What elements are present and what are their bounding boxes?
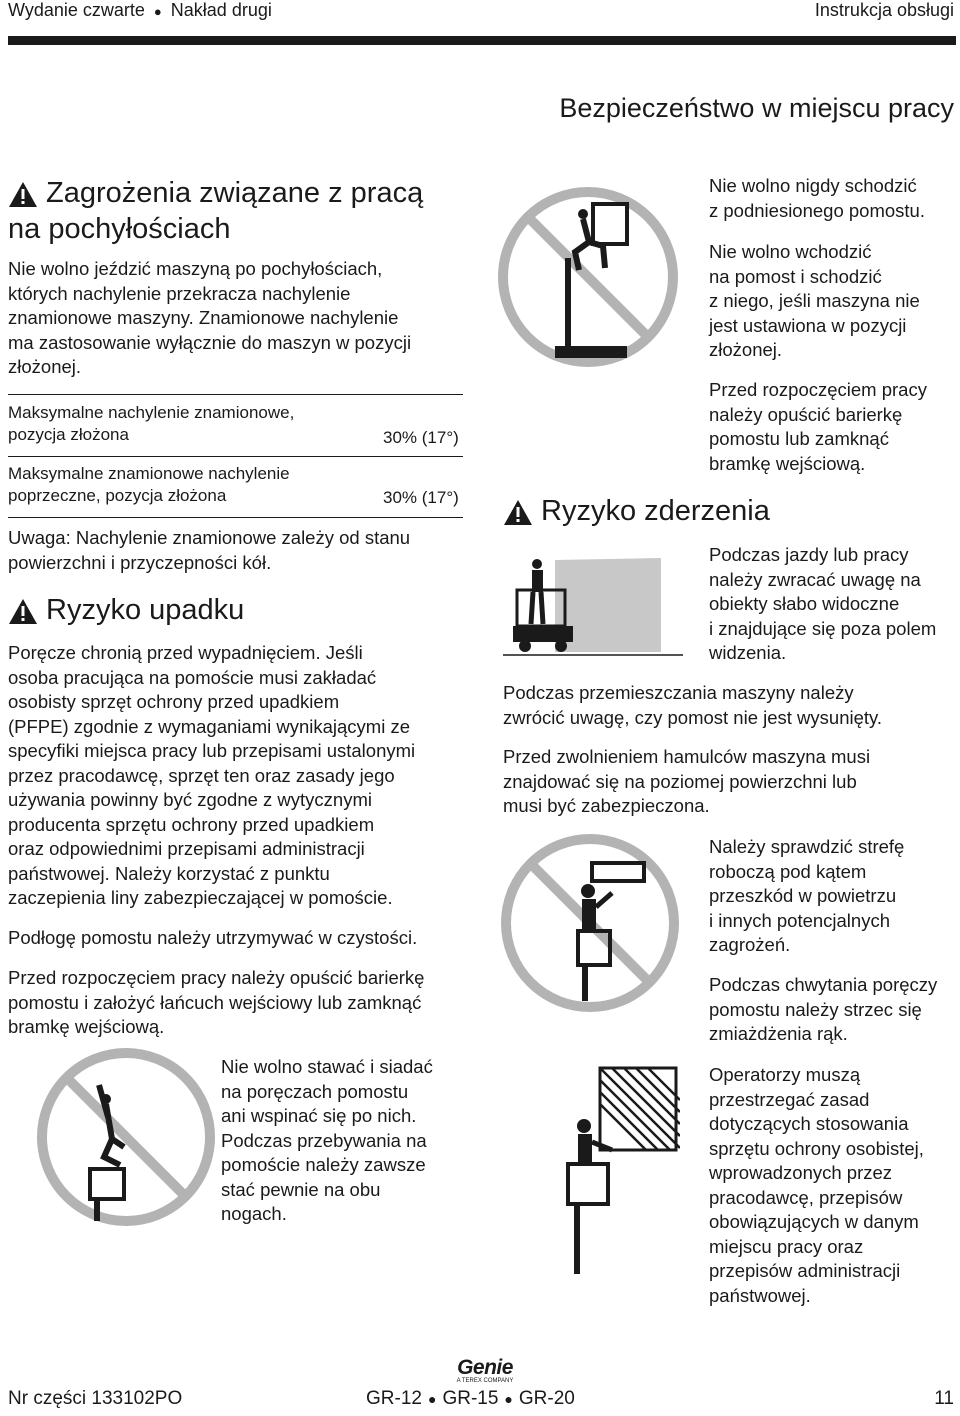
section-title: Bezpieczeństwo w miejscu pracy	[559, 93, 954, 123]
fall-paragraph: Poręcze chronią przed wypadnięciem. Jeśli osoba pracująca na pomoście musi zakładać osobisty sprzęt ochrony przed upadkiem (PFPE) zgodnie z wymaganiami wynikającymi ze specyfiki miejsca pracy lub przepisami ustalonymi przez pracodawcę, sprzęt ten oraz zasady jego używania powinny być zgodne z wytycznymi producenta sprzętu ochrony przed upadkiem oraz odpowiednimi przepisami administracji państwowej. Należy korzystać z punktu zaczepienia liny zabezpieczającej w pomoście.	[8, 642, 416, 908]
warning-icon	[503, 499, 533, 526]
collision-title: Ryzyko zderzenia	[503, 493, 770, 529]
collision-p6: Operatorzy muszą przestrzegać zasad dotyczących stosowania sprzętu ochrony osobistej, wprowadzonych przez pracodawcę, przepisów obowiązujących w danym miejscu pracy oraz przepisów administracji państwowej.	[709, 1064, 924, 1306]
header-rule	[8, 36, 956, 45]
no-leaving-raised-platform-illustration	[497, 186, 679, 368]
gate-paragraph: Przed rozpoczęciem pracy należy opuścić barierkę pomostu i założyć łańcuch wejściowy lub zamknąć bramkę wejściową.	[8, 967, 425, 1037]
warning-icon	[8, 181, 38, 208]
model-list: GR-12 ● GR-15 ● GR-20	[366, 1388, 575, 1409]
genie-logo: Genie A TEREX COMPANY	[456, 1356, 514, 1384]
manual-type: Instrukcja obsługi	[814, 0, 954, 20]
slope-title: Zagrożenia związane z pracą na pochyłościach	[8, 177, 424, 245]
collision-p1: Podczas jazdy lub pracy należy zwracać uwagę na obiekty słabo widoczne i znajdujące się poza polem widzenia.	[709, 544, 937, 663]
spec-rule	[8, 517, 463, 518]
part-number: Nr części 133102PO	[8, 1388, 183, 1409]
print-run: Nakład drugi	[170, 0, 272, 20]
rails-caption: Nie wolno stawać i siadać na poręczach pomostu ani wspinać się po nich. Podczas przebywania na pomoście należy zawsze stać pewnie na obu nogach.	[221, 1056, 433, 1224]
spec1-value: 30% (17°)	[383, 428, 459, 447]
bullet-icon: ●	[427, 1391, 437, 1407]
hand-crush-hazard-illustration	[500, 1060, 680, 1290]
bullet-icon: ●	[504, 1391, 513, 1407]
no-standing-on-rails-illustration	[36, 1047, 216, 1227]
spec2-label: Maksymalne znamionowe nachylenie poprzeczne, pozycja złożona	[8, 464, 290, 505]
header-left	[8, 0, 272, 21]
edition: Wydanie czwarte	[8, 0, 145, 20]
spec-rule	[8, 394, 463, 395]
collision-obstacle-illustration	[503, 552, 683, 658]
slope-section	[8, 175, 478, 247]
spec1-label: Maksymalne nachylenie znamionowe, pozycja złożona	[8, 403, 295, 444]
spec-rule	[8, 456, 463, 457]
slope-paragraph: Nie wolno jeździć maszyną po pochyłościach, których nachylenie przekracza nachylenie znamionowe maszyny. Znamionowe nachylenie ma zastosowanie wyłącznie do maszyn w pozycji złożonej.	[8, 258, 412, 377]
no-overhead-obstruction-illustration	[500, 833, 680, 1013]
right-p2: Nie wolno wchodzić na pomost i schodzić z niego, jeśli maszyna nie jest ustawiona w pozycji złożonej.	[709, 241, 920, 360]
bullet-icon: ●	[153, 4, 162, 19]
slope-note: Uwaga: Nachylenie znamionowe zależy od stanu powierzchni i przyczepności kół.	[8, 527, 411, 573]
right-p1: Nie wolno nigdy schodzić z podniesionego pomostu.	[709, 175, 925, 221]
collision-p5: Podczas chwytania poręczy pomostu należy strzec się zmiażdżenia rąk.	[709, 974, 938, 1044]
collision-p3: Przed zwolnieniem hamulców maszyna musi znajdować się na poziomej powierzchni lub musi być zabezpieczona.	[503, 746, 871, 816]
fall-title: Ryzyko upadku	[8, 592, 244, 628]
collision-p4: Należy sprawdzić strefę roboczą pod kątem przeszkód w powietrzu i innych potencjalnych zagrożeń.	[709, 836, 905, 955]
spec2-value: 30% (17°)	[383, 488, 459, 507]
collision-p2: Podczas przemieszczania maszyny należy zwrócić uwagę, czy pomost nie jest wysunięty.	[503, 682, 883, 728]
page-number: 11	[934, 1388, 954, 1409]
warning-icon	[8, 598, 38, 625]
floor-clean-paragraph: Podłogę pomostu należy utrzymywać w czystości.	[8, 927, 418, 948]
right-p3: Przed rozpoczęciem pracy należy opuścić barierkę pomostu lub zamknąć bramkę wejściową.	[709, 379, 927, 474]
